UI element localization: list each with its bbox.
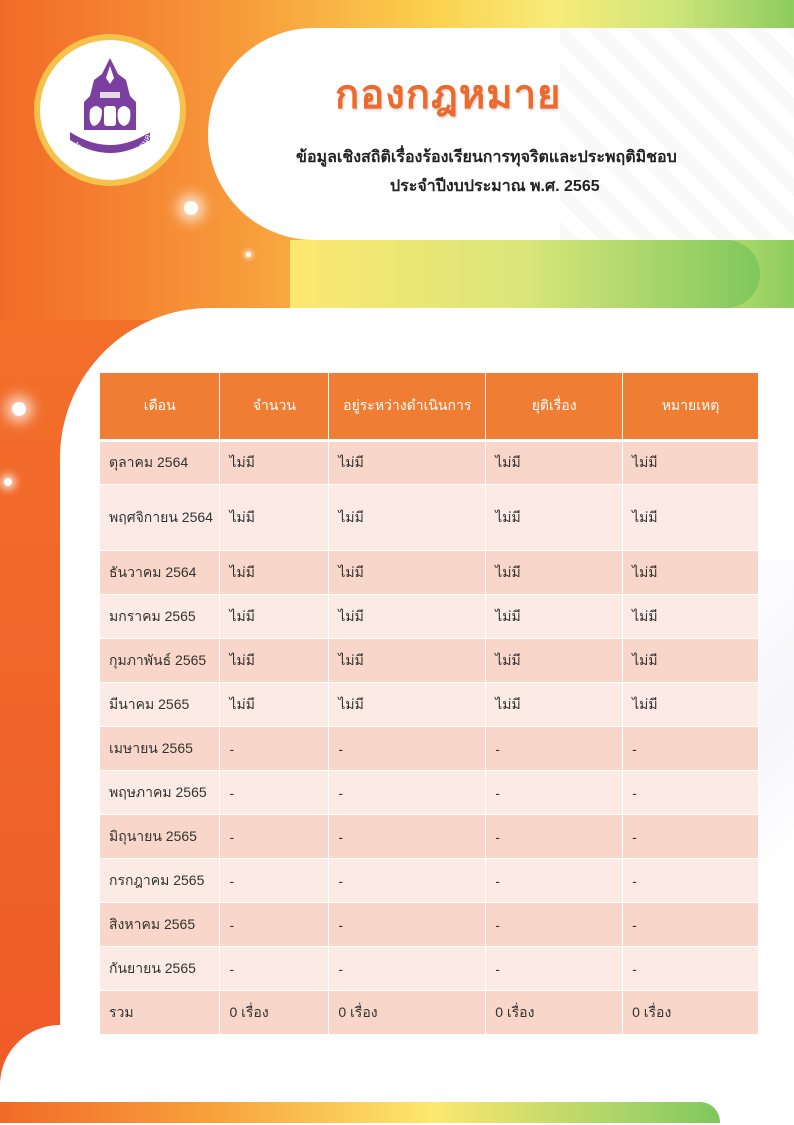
table-row (100, 903, 759, 947)
cell-remark: - (623, 771, 759, 815)
table-row (100, 683, 759, 727)
cell-in-progress: ไม่มี (329, 551, 486, 595)
cell-in-progress: ไม่มี (329, 639, 486, 683)
sparkle-icon (246, 252, 251, 257)
cell-month: ตุลาคม 2564 (100, 441, 220, 485)
cell-in-progress: ไม่มี (329, 683, 486, 727)
cell-count: - (220, 903, 329, 947)
cell-in-progress: - (329, 771, 486, 815)
cell-count: ไม่มี (220, 551, 329, 595)
column-header-in-progress: อยู่ระหว่างดำเนินการ (329, 373, 486, 441)
table-row (100, 639, 759, 683)
cell-remark: ไม่มี (623, 639, 759, 683)
table-row (100, 771, 759, 815)
cell-in-progress: ไม่มี (329, 485, 486, 551)
cell-count: - (220, 727, 329, 771)
cell-closed: - (486, 771, 623, 815)
cell-in-progress: ไม่มี (329, 595, 486, 639)
university-emblem-icon (40, 40, 180, 180)
cell-closed: - (486, 903, 623, 947)
footer-bar (0, 1102, 720, 1123)
table-row (100, 551, 759, 595)
column-header-month: เดือน (100, 373, 220, 441)
cell-remark: - (623, 859, 759, 903)
header-card-pattern (560, 28, 794, 240)
table-row (100, 727, 759, 771)
sparkle-icon (4, 478, 12, 486)
cell-month: กันยายน 2565 (100, 947, 220, 991)
cell-remark: ไม่มี (623, 485, 759, 551)
column-header-count: จำนวน (220, 373, 329, 441)
cell-total-in-progress: 0 เรื่อง (329, 991, 486, 1035)
cell-closed: - (486, 727, 623, 771)
cell-closed: - (486, 859, 623, 903)
cell-month: เมษายน 2565 (100, 727, 220, 771)
table-total-row (100, 991, 759, 1035)
cell-total-count: 0 เรื่อง (220, 991, 329, 1035)
cell-month: สิงหาคม 2565 (100, 903, 220, 947)
cell-in-progress: ไม่มี (329, 441, 486, 485)
column-header-remark: หมายเหตุ (623, 373, 759, 441)
cell-count: ไม่มี (220, 595, 329, 639)
table-row (100, 441, 759, 485)
table-row (100, 595, 759, 639)
cell-closed: ไม่มี (486, 683, 623, 727)
page-title: กองกฎหมาย (335, 72, 562, 118)
cell-closed: ไม่มี (486, 441, 623, 485)
cell-month: มีนาคม 2565 (100, 683, 220, 727)
complaint-statistics-table (100, 373, 759, 1035)
cell-count: - (220, 947, 329, 991)
cell-closed: ไม่มี (486, 485, 623, 551)
cell-month: ธันวาคม 2564 (100, 551, 220, 595)
cell-remark: - (623, 815, 759, 859)
cell-count: - (220, 815, 329, 859)
table-row (100, 815, 759, 859)
cell-closed: - (486, 815, 623, 859)
cell-remark: - (623, 727, 759, 771)
cell-month: มิถุนายน 2565 (100, 815, 220, 859)
cell-count: - (220, 771, 329, 815)
cell-in-progress: - (329, 947, 486, 991)
cell-in-progress: - (329, 859, 486, 903)
cell-count: ไม่มี (220, 683, 329, 727)
cell-closed: ไม่มี (486, 551, 623, 595)
cell-count: ไม่มี (220, 485, 329, 551)
cell-remark: - (623, 903, 759, 947)
sparkle-icon (12, 402, 26, 416)
cell-remark: ไม่มี (623, 595, 759, 639)
page-subtitle: ข้อมูลเชิงสถิติเรื่องร้องเรียนการทุจริตและประพฤติมิชอบ (296, 149, 677, 166)
cell-remark: ไม่มี (623, 551, 759, 595)
cell-closed: - (486, 947, 623, 991)
cell-total-remark: 0 เรื่อง (623, 991, 759, 1035)
sparkle-icon (184, 201, 198, 215)
cell-remark: ไม่มี (623, 441, 759, 485)
cell-month: พฤศจิกายน 2564 (100, 485, 220, 551)
cell-closed: ไม่มี (486, 595, 623, 639)
table-row (100, 859, 759, 903)
university-logo (40, 40, 180, 180)
decorative-pill (290, 240, 760, 308)
cell-total-label: รวม (100, 991, 220, 1035)
cell-in-progress: - (329, 815, 486, 859)
cell-total-closed: 0 เรื่อง (486, 991, 623, 1035)
cell-remark: ไม่มี (623, 683, 759, 727)
column-header-closed: ยุติเรื่อง (486, 373, 623, 441)
table-row (100, 947, 759, 991)
cell-month: กุมภาพันธ์ 2565 (100, 639, 220, 683)
cell-count: ไม่มี (220, 441, 329, 485)
logo-text: มหาวิทยาลัยราชภัฏสกลนคร (72, 129, 155, 165)
cell-closed: ไม่มี (486, 639, 623, 683)
cell-count: - (220, 859, 329, 903)
cell-in-progress: - (329, 727, 486, 771)
cell-month: กรกฎาคม 2565 (100, 859, 220, 903)
cell-month: พฤษภาคม 2565 (100, 771, 220, 815)
table-header-row (100, 373, 759, 441)
cell-month: มกราคม 2565 (100, 595, 220, 639)
page-subtitle-year: ประจำปีงบประมาณ พ.ศ. 2565 (390, 178, 600, 195)
cell-count: ไม่มี (220, 639, 329, 683)
cell-remark: - (623, 947, 759, 991)
table-row (100, 485, 759, 551)
cell-in-progress: - (329, 903, 486, 947)
